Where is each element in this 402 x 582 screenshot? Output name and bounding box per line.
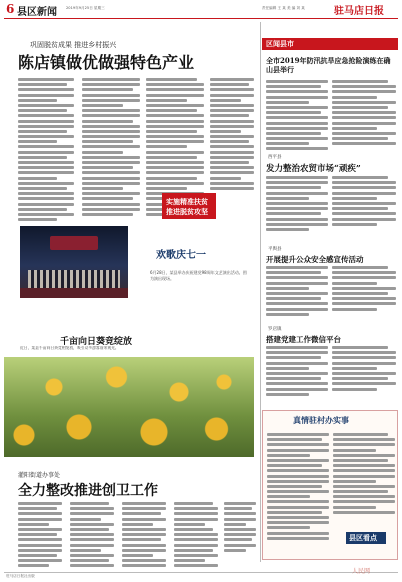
bottom-story-title: 全力整改推进创卫工作	[18, 483, 158, 499]
right-story-4-kicker: 罗店镇	[268, 327, 282, 332]
main-body-col-3	[146, 78, 204, 258]
bottom-story-kicker: 灌阳街道办事处	[18, 472, 61, 479]
masthead	[0, 0, 402, 18]
section-title: 县区新闻	[17, 7, 57, 18]
highlight-box	[162, 193, 216, 219]
right-story-3-body-a	[266, 266, 328, 322]
photo-story-2-title: 千亩向日葵竞绽放	[60, 337, 133, 347]
section-badge	[346, 532, 386, 544]
right-story-4-title: 搭建党建工作微信平台	[266, 335, 341, 344]
highlight-line-2: 推进脱贫攻坚	[166, 207, 208, 216]
highlight-line-1: 实施精准扶贫	[166, 197, 208, 206]
footer-rule	[4, 572, 398, 573]
paper-name: 驻马店日报	[334, 6, 384, 17]
photo-sunflowers	[4, 357, 254, 457]
photo-story-1-title: 欢歌庆七一	[156, 250, 206, 261]
column-divider	[260, 22, 261, 562]
watermark: 人民网	[352, 568, 371, 575]
right-story-3-body-b	[332, 266, 396, 322]
page-number: 6	[6, 2, 15, 16]
footer-text: 驻马店日报社出版	[6, 574, 35, 578]
right-story-3-title: 开展提升公众安全感宣传活动	[266, 255, 364, 264]
right-story-3-kicker: 平舆县	[268, 247, 282, 252]
main-story-kicker: 巩固脱贫成果 推进乡村振兴	[30, 41, 117, 49]
main-body-col-4	[210, 78, 254, 228]
right-story-2-body-b	[332, 176, 396, 238]
photo-story-2-caption: 近日，某县千亩向日葵竞相绽放，吸引众多游客前来观光。	[20, 346, 119, 350]
bottom-body-col-1	[18, 502, 62, 572]
right-story-2-title: 发力整治农贸市场“顽疾”	[266, 164, 361, 174]
right-section-label: 区闻县市	[266, 39, 294, 48]
date-line: 2019年9月25日 星期三	[66, 6, 105, 10]
right-story-1-body-b	[332, 80, 396, 160]
right-section-badge	[262, 38, 398, 50]
right-story-2-kicker: 西平县	[268, 155, 282, 160]
masthead-rule	[4, 18, 398, 19]
boxed-story-body-a	[267, 433, 329, 553]
bottom-body-col-2	[70, 502, 114, 572]
bottom-body-col-4	[174, 502, 218, 572]
section-badge-label: 县区看点	[349, 534, 377, 542]
boxed-story-title: 真情驻村办实事	[293, 415, 349, 425]
right-story-4-body-b	[332, 346, 396, 404]
editor-line: 责任编辑 王 某 美 编 刘 某	[262, 6, 305, 10]
right-story-1-body-a	[266, 80, 328, 160]
right-story-4-body-a	[266, 346, 328, 404]
right-story-2-body-a	[266, 176, 328, 238]
main-story-title: 陈店镇做优做强特色产业	[18, 53, 195, 72]
bottom-body-col-3	[122, 502, 166, 572]
photo-stage-performance	[20, 226, 128, 298]
boxed-story-body-b	[333, 433, 395, 529]
photo-story-1-caption: 6月28日，某县举办庆祝建党98周年文艺演出活动。图为演出现场。	[150, 270, 247, 281]
right-story-1-title: 全市2019年防汛抗旱应急抢险演练在确山县举行	[266, 56, 391, 74]
bottom-body-col-5	[224, 502, 256, 572]
